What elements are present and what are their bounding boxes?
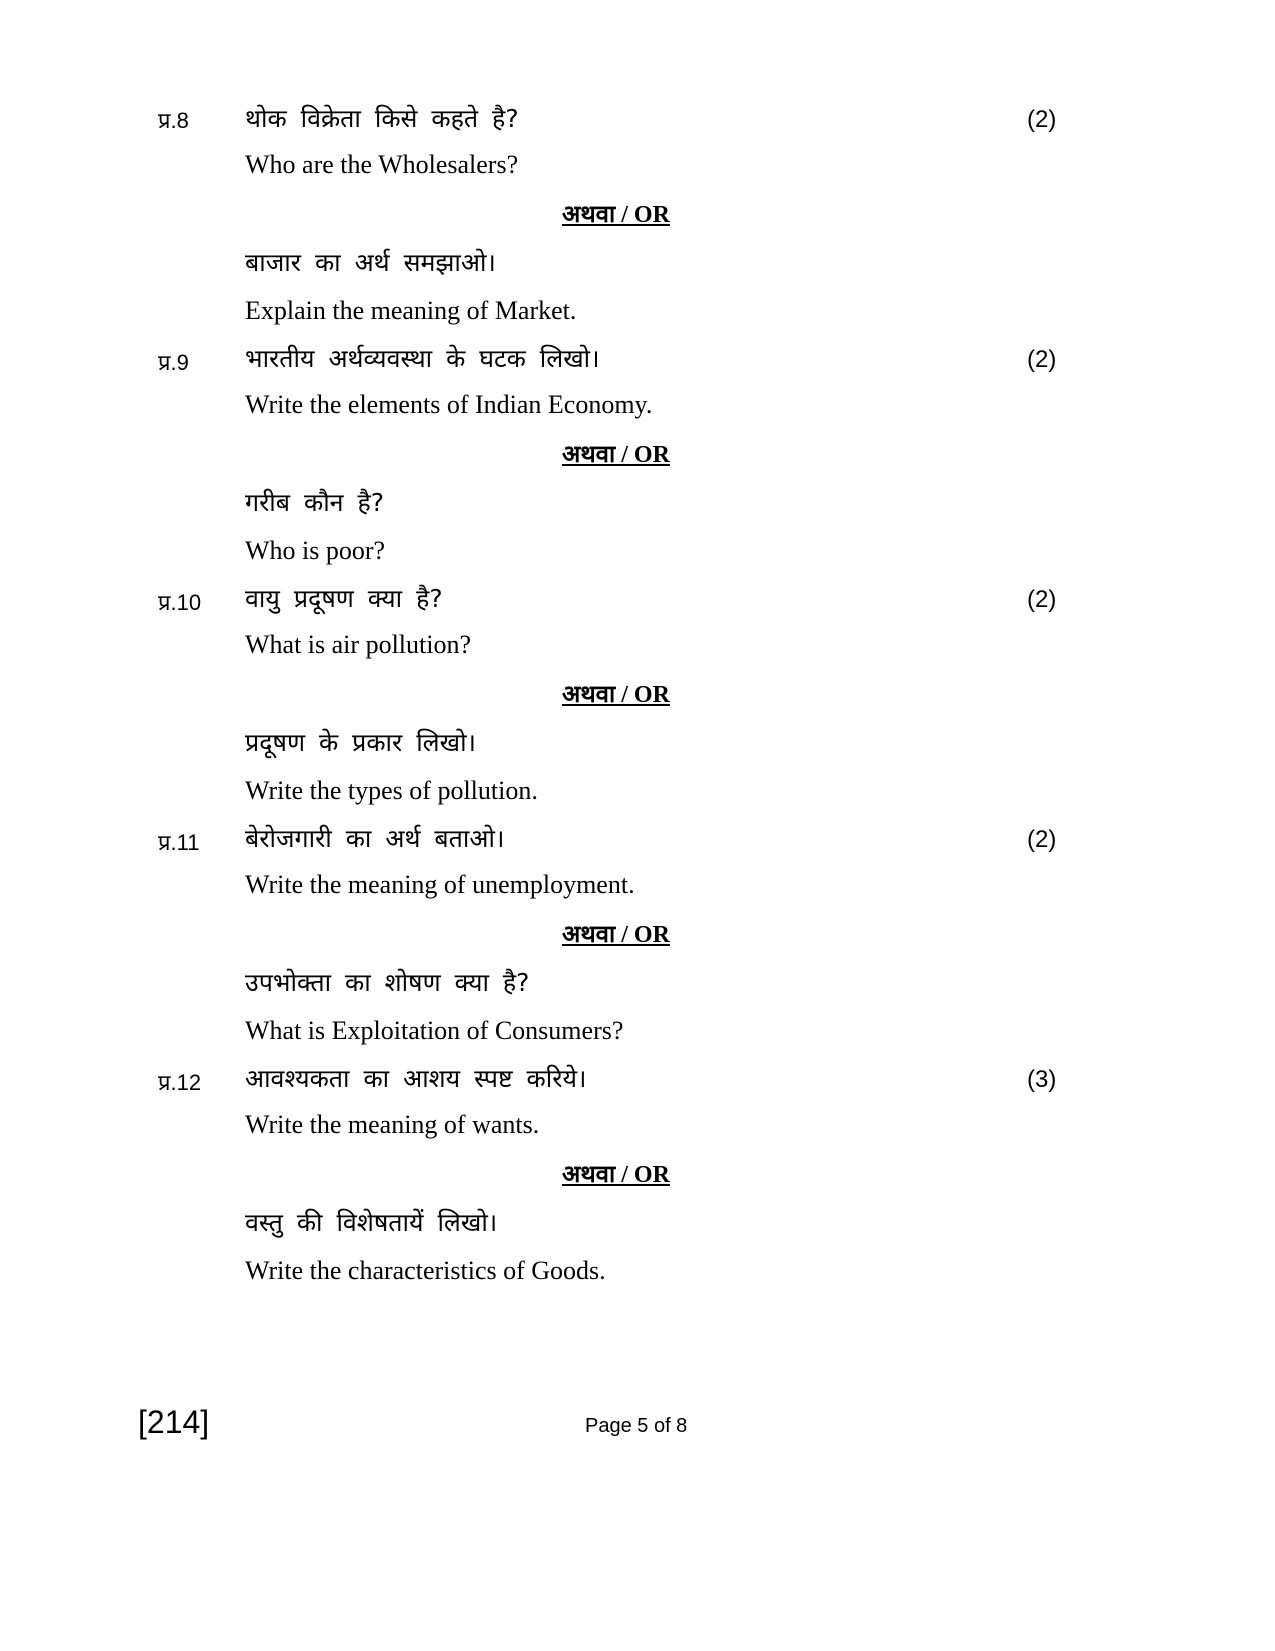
alternate-question-english: Write the types of pollution.	[245, 776, 538, 805]
alternate-question-english: Write the characteristics of Goods.	[245, 1256, 606, 1285]
question-hindi: भारतीय अर्थव्यवस्था के घटक लिखो।	[245, 344, 600, 373]
question-english: Write the elements of Indian Economy.	[245, 390, 653, 419]
alternate-question-hindi: उपभोक्ता का शोषण क्या है?	[245, 968, 530, 997]
question-marks: (2)	[1027, 586, 1057, 613]
question-hindi: बेरोजगारी का अर्थ बताओ।	[245, 824, 505, 853]
question-number: प्र.10	[158, 590, 202, 615]
alternate-question-english: Explain the meaning of Market.	[245, 296, 577, 325]
alternate-question-hindi: प्रदूषण के प्रकार लिखो।	[245, 728, 477, 757]
question-marks: (3)	[1027, 1066, 1057, 1093]
alternate-question-english: What is Exploitation of Consumers?	[245, 1016, 624, 1045]
or-separator: अथवा / OR	[562, 922, 670, 948]
question-hindi: वायु प्रदूषण क्या है?	[245, 584, 443, 613]
alternate-question-hindi: गरीब कौन है?	[245, 488, 385, 517]
question-english: Who are the Wholesalers?	[245, 150, 519, 179]
question-hindi: आवश्यकता का आशय स्पष्ट करिये।	[245, 1064, 587, 1093]
alternate-question-english: Who is poor?	[245, 536, 386, 565]
or-separator: अथवा / OR	[562, 1162, 670, 1188]
question-english: Write the meaning of unemployment.	[245, 870, 635, 899]
question-marks: (2)	[1027, 826, 1057, 853]
question-number: प्र.9	[158, 350, 189, 375]
question-hindi: थोक विक्रेता किसे कहते है?	[245, 104, 519, 133]
or-separator: अथवा / OR	[562, 682, 670, 708]
question-marks: (2)	[1027, 106, 1057, 133]
question-marks: (2)	[1027, 346, 1057, 373]
question-english: Write the meaning of wants.	[245, 1110, 540, 1139]
page-number: Page 5 of 8	[585, 1415, 688, 1437]
or-separator: अथवा / OR	[562, 202, 670, 228]
or-separator: अथवा / OR	[562, 442, 670, 468]
alternate-question-hindi: वस्तु की विशेषतायें लिखो।	[245, 1208, 498, 1237]
paper-code: [214]	[138, 1404, 210, 1440]
question-number: प्र.11	[158, 830, 200, 855]
question-number: प्र.12	[158, 1070, 202, 1095]
question-english: What is air pollution?	[245, 630, 472, 659]
question-number: प्र.8	[158, 108, 189, 133]
alternate-question-hindi: बाजार का अर्थ समझाओ।	[245, 248, 496, 277]
